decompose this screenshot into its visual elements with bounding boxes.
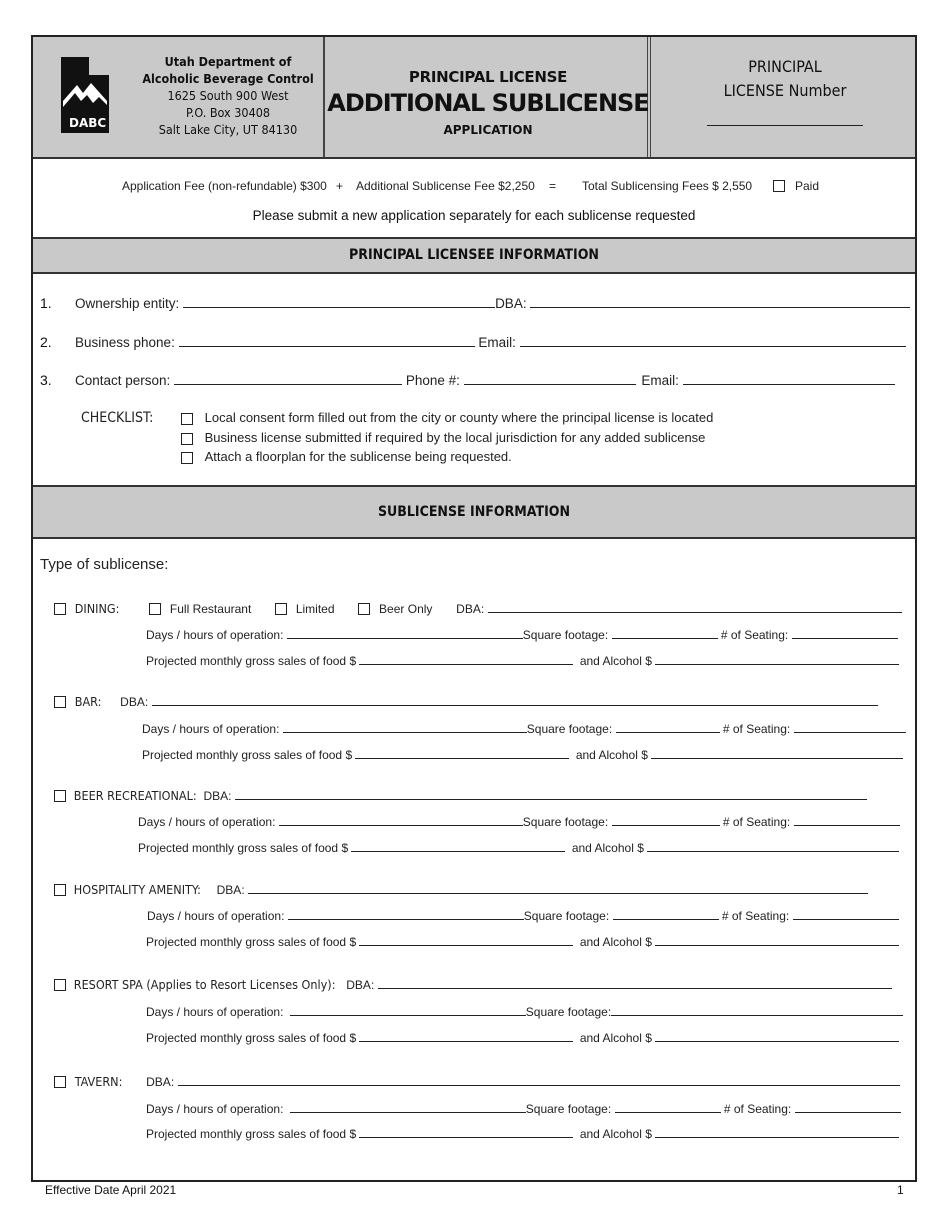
food-sales-label: Projected monthly gross sales of food $ bbox=[146, 1031, 357, 1045]
tavern-checkbox[interactable] bbox=[54, 1076, 66, 1088]
hours-label: Days / hours of operation: bbox=[147, 909, 285, 923]
dba-label: DBA: bbox=[495, 296, 527, 311]
checklist-text: Local consent form filled out from the city or county where the principal license is located bbox=[204, 410, 714, 425]
sublicense-section-header: SUBLICENSE INFORMATION bbox=[33, 485, 915, 539]
row-number-1: 1. bbox=[40, 295, 52, 311]
beer-recreational-label: BEER RECREATIONAL: bbox=[73, 788, 197, 803]
dba-field[interactable] bbox=[530, 295, 910, 308]
food-sales-label: Projected monthly gross sales of food $ bbox=[146, 1127, 357, 1141]
resort-spa-label: RESORT SPA (Applies to Resort Licenses Only): bbox=[73, 977, 336, 992]
tavern-hours-row bbox=[146, 1100, 901, 1116]
tavern-sales-row bbox=[146, 1125, 899, 1141]
sqft-label: Square footage: bbox=[526, 722, 613, 736]
resort-spa-row bbox=[54, 976, 892, 992]
contact-person-label: Contact person: bbox=[75, 373, 171, 388]
total-fee: Total Sublicensing Fees $ 2,550 bbox=[582, 179, 753, 193]
dining-dba-field[interactable] bbox=[488, 600, 902, 613]
dining-seating-field[interactable] bbox=[792, 626, 898, 639]
hospitality-row bbox=[54, 881, 868, 897]
full-restaurant-label: Full Restaurant bbox=[169, 602, 252, 616]
food-sales-label: Projected monthly gross sales of food $ bbox=[146, 654, 357, 668]
hospitality-hours-row bbox=[147, 907, 899, 923]
tavern-label: TAVERN: bbox=[74, 1074, 123, 1089]
alcohol-label: and Alcohol $ bbox=[575, 748, 648, 762]
resort-sqft-field[interactable] bbox=[611, 1003, 903, 1016]
checklist-checkbox[interactable] bbox=[181, 452, 193, 464]
alcohol-label: and Alcohol $ bbox=[579, 1127, 652, 1141]
bar-food-field[interactable] bbox=[355, 746, 569, 759]
checklist-text: Business license submitted if required by the local jurisdiction for any added sublicense bbox=[204, 430, 706, 445]
checklist-item bbox=[181, 410, 713, 425]
seating-label: # of Seating: bbox=[720, 628, 789, 642]
seating-label: # of Seating: bbox=[721, 909, 790, 923]
seating-label: # of Seating: bbox=[723, 1102, 792, 1116]
page-number: 1 bbox=[897, 1183, 904, 1197]
agency-address-1: 1625 South 900 West bbox=[167, 88, 289, 103]
application-fee: Application Fee (non-refundable) $300 bbox=[122, 179, 327, 193]
tavern-dba-field[interactable] bbox=[178, 1073, 900, 1086]
business-phone-field[interactable] bbox=[179, 334, 475, 347]
bar-alcohol-field[interactable] bbox=[651, 746, 903, 759]
checklist-item bbox=[181, 449, 512, 464]
dba-label: DBA: bbox=[456, 602, 485, 616]
bar-sales-row bbox=[142, 746, 903, 762]
ownership-field[interactable] bbox=[183, 295, 495, 308]
agency-block bbox=[133, 53, 323, 138]
dba-label: DBA: bbox=[346, 978, 375, 992]
title-cell bbox=[325, 37, 651, 157]
agency-address-2: P.O. Box 30408 bbox=[185, 105, 271, 120]
principal-section-header: PRINCIPAL LICENSEE INFORMATION bbox=[33, 237, 915, 274]
bar-label: BAR: bbox=[74, 694, 102, 709]
hospitality-checkbox[interactable] bbox=[54, 884, 66, 896]
beer-alcohol-field[interactable] bbox=[647, 839, 899, 852]
dining-row bbox=[54, 600, 902, 616]
dining-hours-row bbox=[146, 626, 898, 642]
agency-cell bbox=[33, 37, 325, 157]
tavern-row bbox=[54, 1073, 900, 1089]
resort-spa-checkbox[interactable] bbox=[54, 979, 66, 991]
license-label-1: PRINCIPAL bbox=[748, 57, 822, 76]
license-number-field[interactable] bbox=[707, 125, 863, 126]
license-label-2: LICENSE Number bbox=[723, 81, 847, 100]
food-sales-label: Projected monthly gross sales of food $ bbox=[138, 841, 349, 855]
hours-label: Days / hours of operation: bbox=[146, 1102, 284, 1116]
limited-label: Limited bbox=[295, 602, 335, 616]
beer-hours-field[interactable] bbox=[279, 813, 523, 826]
beer-recreational-row bbox=[54, 787, 867, 803]
bar-hours-field[interactable] bbox=[283, 720, 527, 733]
form-frame bbox=[31, 35, 917, 1182]
paid-checkbox[interactable] bbox=[773, 180, 785, 192]
dba-label: DBA: bbox=[203, 789, 232, 803]
license-number-cell bbox=[655, 37, 915, 157]
beer-only-label: Beer Only bbox=[379, 602, 433, 616]
beer-recreational-checkbox[interactable] bbox=[54, 790, 66, 802]
equals-sign: = bbox=[549, 179, 557, 193]
ownership-label: Ownership entity: bbox=[75, 296, 180, 311]
resort-hours-field[interactable] bbox=[290, 1003, 526, 1016]
alcohol-label: and Alcohol $ bbox=[579, 935, 652, 949]
hospitality-seating-field[interactable] bbox=[793, 907, 899, 920]
bar-sqft-field[interactable] bbox=[616, 720, 720, 733]
seating-label: # of Seating: bbox=[722, 815, 791, 829]
sublicense-type-label: Type of sublicense: bbox=[40, 556, 169, 573]
alcohol-label: and Alcohol $ bbox=[579, 654, 652, 668]
tavern-alcohol-field[interactable] bbox=[655, 1125, 899, 1138]
dining-sqft-field[interactable] bbox=[612, 626, 718, 639]
logo-text: DABC bbox=[69, 116, 107, 130]
row-number-3: 3. bbox=[40, 372, 52, 388]
checklist-text: Attach a floorplan for the sublicense being requested. bbox=[204, 449, 512, 464]
paid-label: Paid bbox=[795, 179, 820, 193]
hospitality-alcohol-field[interactable] bbox=[655, 933, 899, 946]
tavern-hours-field[interactable] bbox=[290, 1100, 526, 1113]
beer-sqft-field[interactable] bbox=[612, 813, 720, 826]
agency-address-3: Salt Lake City, UT 84130 bbox=[158, 122, 298, 137]
beer-sales-row bbox=[138, 839, 899, 855]
contact-email-field[interactable] bbox=[683, 372, 895, 385]
full-restaurant-checkbox[interactable] bbox=[149, 603, 161, 615]
dining-hours-field[interactable] bbox=[287, 626, 523, 639]
hospitality-sqft-field[interactable] bbox=[613, 907, 719, 920]
sqft-label: Square footage: bbox=[522, 815, 609, 829]
business-phone-row bbox=[75, 334, 906, 350]
phone-field[interactable] bbox=[464, 372, 636, 385]
effective-date: Effective Date April 2021 bbox=[45, 1183, 177, 1197]
beer-recreational-dba-field[interactable] bbox=[235, 787, 867, 800]
hospitality-sales-row bbox=[146, 933, 899, 949]
row-number-2: 2. bbox=[40, 334, 52, 350]
bar-row bbox=[54, 693, 878, 709]
beer-seating-field[interactable] bbox=[794, 813, 900, 826]
resort-hours-row bbox=[146, 1003, 903, 1019]
title-line3: APPLICATION bbox=[443, 123, 533, 137]
alcohol-label: and Alcohol $ bbox=[571, 841, 644, 855]
beer-only-checkbox[interactable] bbox=[358, 603, 370, 615]
hospitality-dba-field[interactable] bbox=[248, 881, 868, 894]
hours-label: Days / hours of operation: bbox=[146, 1005, 284, 1019]
submission-note: Please submit a new application separately for each sublicense requested bbox=[252, 208, 696, 223]
hours-label: Days / hours of operation: bbox=[142, 722, 280, 736]
hours-label: Days / hours of operation: bbox=[146, 628, 284, 642]
contact-email-label: Email: bbox=[641, 373, 679, 388]
sublicense-fee: Additional Sublicense Fee $2,250 bbox=[356, 179, 535, 193]
checklist-checkbox[interactable] bbox=[181, 433, 193, 445]
hospitality-hours-field[interactable] bbox=[288, 907, 524, 920]
alcohol-label: and Alcohol $ bbox=[579, 1031, 652, 1045]
checklist-label: CHECKLIST: bbox=[81, 410, 154, 426]
hospitality-label: HOSPITALITY AMENITY: bbox=[73, 882, 201, 897]
limited-checkbox[interactable] bbox=[275, 603, 287, 615]
resort-spa-dba-field[interactable] bbox=[378, 976, 892, 989]
beer-food-field[interactable] bbox=[351, 839, 565, 852]
phone-label: Phone #: bbox=[405, 373, 460, 388]
beer-hours-row bbox=[138, 813, 900, 829]
dining-label: DINING: bbox=[74, 601, 120, 616]
tavern-seating-field[interactable] bbox=[795, 1100, 901, 1113]
contact-row bbox=[75, 372, 895, 388]
bar-hours-row bbox=[142, 720, 906, 736]
agency-name-1: Utah Department of bbox=[164, 54, 292, 69]
food-sales-label: Projected monthly gross sales of food $ bbox=[142, 748, 353, 762]
form-header bbox=[33, 37, 915, 159]
sqft-label: Square footage: bbox=[525, 1005, 612, 1019]
email-label: Email: bbox=[478, 335, 516, 350]
bar-checkbox[interactable] bbox=[54, 696, 66, 708]
bar-dba-field[interactable] bbox=[152, 693, 878, 706]
resort-alcohol-field[interactable] bbox=[655, 1029, 899, 1042]
dba-label: DBA: bbox=[146, 1075, 175, 1089]
business-phone-label: Business phone: bbox=[75, 335, 175, 350]
bar-seating-field[interactable] bbox=[794, 720, 906, 733]
dba-label: DBA: bbox=[120, 695, 149, 709]
dabc-logo-icon bbox=[53, 55, 115, 135]
dining-sales-row bbox=[146, 652, 899, 668]
seating-label: # of Seating: bbox=[722, 722, 791, 736]
dining-alcohol-field[interactable] bbox=[655, 652, 899, 665]
sqft-label: Square footage: bbox=[523, 909, 610, 923]
tavern-sqft-field[interactable] bbox=[615, 1100, 721, 1113]
hours-label: Days / hours of operation: bbox=[138, 815, 276, 829]
ownership-row bbox=[75, 295, 910, 311]
title-line2: ADDITIONAL SUBLICENSE bbox=[327, 89, 649, 117]
food-sales-label: Projected monthly gross sales of food $ bbox=[146, 935, 357, 949]
dining-food-field[interactable] bbox=[359, 652, 573, 665]
sqft-label: Square footage: bbox=[525, 1102, 612, 1116]
dba-label: DBA: bbox=[216, 883, 245, 897]
agency-name-2: Alcoholic Beverage Control bbox=[142, 71, 314, 86]
dining-checkbox[interactable] bbox=[54, 603, 66, 615]
resort-sales-row bbox=[146, 1029, 899, 1045]
email-field[interactable] bbox=[520, 334, 906, 347]
checklist-checkbox[interactable] bbox=[181, 413, 193, 425]
hospitality-food-field[interactable] bbox=[359, 933, 573, 946]
tavern-food-field[interactable] bbox=[359, 1125, 573, 1138]
title-line1: PRINCIPAL LICENSE bbox=[408, 68, 568, 86]
sqft-label: Square footage: bbox=[522, 628, 609, 642]
checklist-item bbox=[181, 430, 705, 445]
plus-sign: + bbox=[336, 179, 344, 193]
contact-person-field[interactable] bbox=[174, 372, 402, 385]
resort-food-field[interactable] bbox=[359, 1029, 573, 1042]
